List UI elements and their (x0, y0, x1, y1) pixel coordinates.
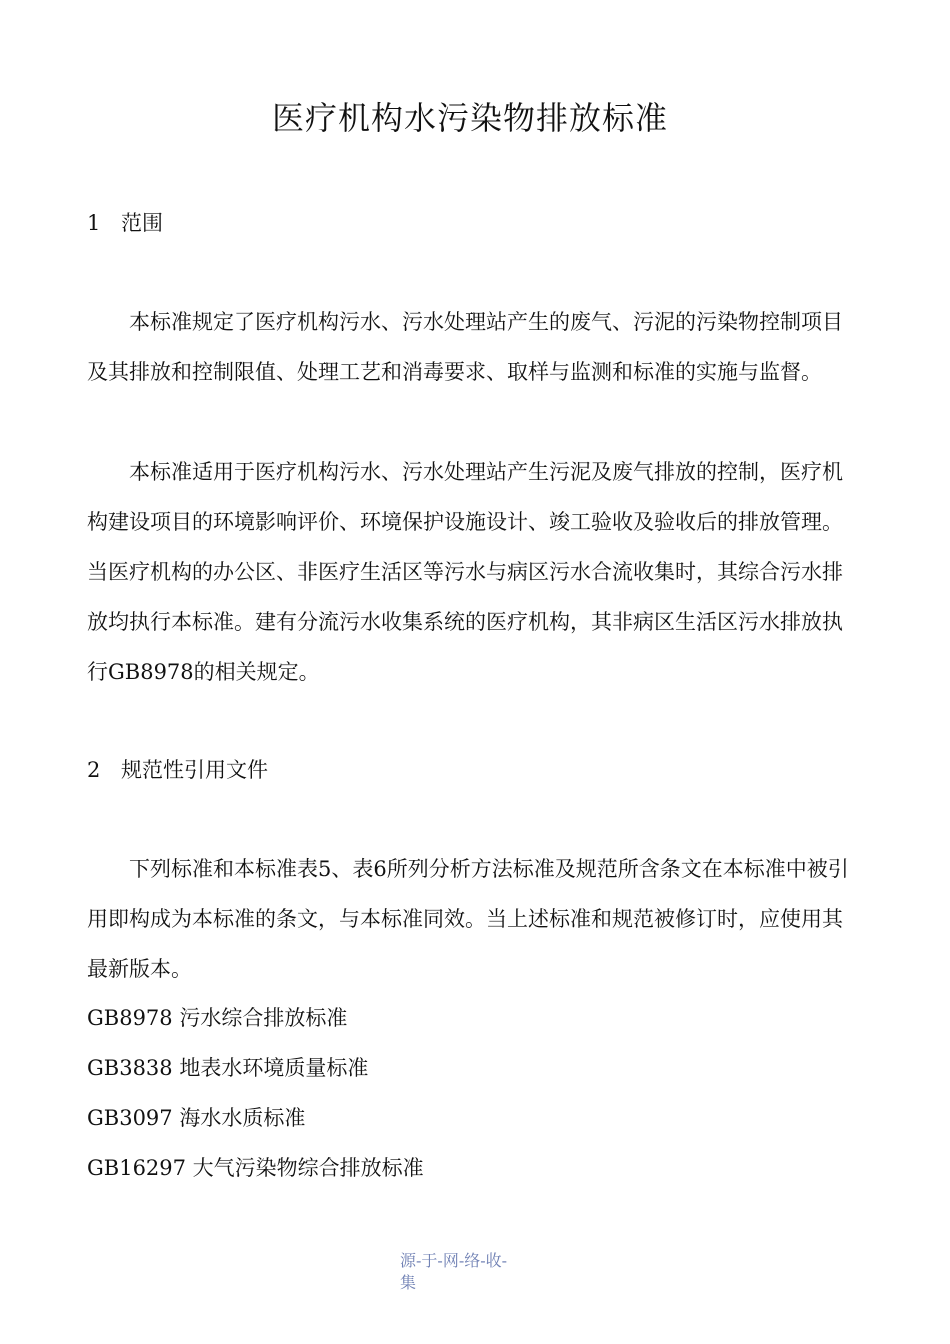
footer-line-1: 源-于-网-络-收- (400, 1251, 508, 1270)
reference-item: GB3097 海水水质标准 (87, 1106, 306, 1130)
reference-item: GB3838 地表水环境质量标准 (87, 1056, 369, 1080)
reference-item: GB16297 大气污染物综合排放标准 (87, 1156, 424, 1180)
section-title: 规范性引用文件 (121, 758, 268, 782)
reference-item: GB8978 污水综合排放标准 (87, 1006, 348, 1030)
footer-line-2: 集 (400, 1273, 417, 1292)
references-paragraph: 下列标准和本标准表5、表6所列分析方法标准及规范所含条文在本标准中被引用即构成为本标准的条文，与本标准同效。当上述标准和规范被修订时，应使用其最新版本。 (87, 857, 849, 981)
scope-paragraph-2: 本标准适用于医疗机构污水、污水处理站产生污泥及废气排放的控制，医疗机构建设项目的环境影响评价、环境保护设施设计、竣工验收及验收后的排放管理。当医疗机构的办公区、非医疗生活区等污水与病区污水合流收集时，其综合污水排放均执行本标准。建有分流污水收集系统的医疗机构，其非病区生活区污水排放执行GB8978的相关规定。 (87, 460, 843, 684)
section-number: 2 (87, 758, 101, 782)
section-title: 范围 (121, 211, 163, 235)
section-number: 1 (87, 211, 101, 235)
section-heading-scope (87, 208, 163, 238)
scope-paragraph-1: 本标准规定了医疗机构污水、污水处理站产生的废气、污泥的污染物控制项目及其排放和控制限值、处理工艺和消毒要求、取样与监测和标准的实施与监督。 (87, 310, 843, 384)
document-title: 医疗机构水污染物排放标准 (271, 99, 668, 137)
section-heading-references (87, 755, 268, 785)
source-footer (400, 1250, 540, 1294)
